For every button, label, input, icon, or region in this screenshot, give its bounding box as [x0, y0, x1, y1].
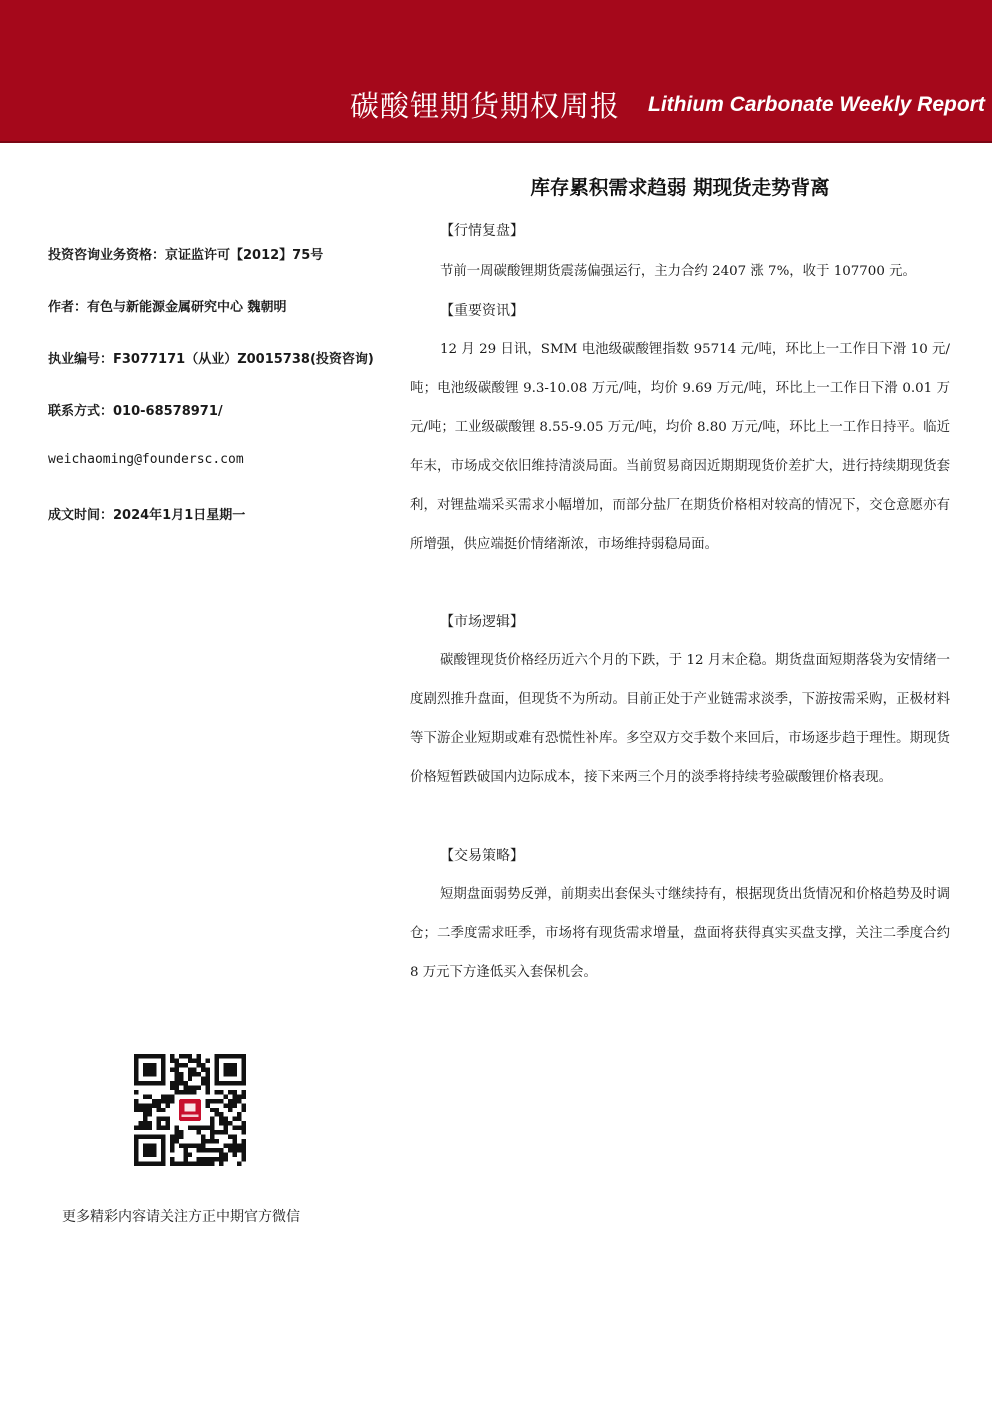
- section-heading-market-logic: 【市场逻辑】: [440, 614, 524, 630]
- qr-caption: 更多精彩内容请关注方正中期官方微信: [62, 1209, 300, 1225]
- report-header-banner: [0, 0, 992, 143]
- section-body-market-review: 节前一周碳酸锂期货震荡偏强运行，主力合约 2407 涨 7%，收于 107700 元。: [440, 264, 916, 279]
- founder-logo-icon: [177, 1097, 204, 1124]
- author-text: 作者：有色与新能源金属研究中心 魏朝明: [48, 300, 287, 315]
- email-link[interactable]: weichaoming@foundersc.com: [48, 452, 244, 467]
- header-title-en: Lithium Carbonate Weekly Report: [648, 93, 985, 116]
- date-text: 成文时间：2024年1月1日星期一: [48, 508, 246, 523]
- section-body-key-news: 12 月 29 日讯，SMM 电池级碳酸锂指数 95714 元/吨，环比上一工作日下滑 10 元/吨；电池级碳酸锂 9.3-10.08 万元/吨，均价 9.69 万元/吨，环比上一工作日下滑 0.01 万元/吨；工业级碳酸锂 8.55-9.05 万元/吨，均价 8.80 万元/吨，环比上一工作日持平。临近年末，市场成交依旧维持清淡局面。当前贸易商因近期期现货价差扩大，进行持续期现货套利，对锂盐端采买需求小幅增加，而部分盐厂在期货价格相对较高的情况下，交仓意愿亦有所增强，供应端挺价情绪渐浓，市场维持弱稳局面。: [410, 342, 950, 552]
- section-heading-trading-strategy: 【交易策略】: [440, 848, 524, 864]
- section-heading-key-news: 【重要资讯】: [440, 303, 524, 319]
- contact-text: 联系方式：010-68578971/: [48, 404, 223, 419]
- header-title-cn: 碳酸锂期货期权周报: [350, 89, 621, 123]
- license-text: 执业编号：F3077171（从业）Z0015738(投资咨询): [48, 352, 374, 367]
- section-body-market-logic: 碳酸锂现货价格经历近六个月的下跌，于 12 月末企稳。期货盘面短期落袋为安情绪一度剧烈推升盘面，但现货不为所动。目前正处于产业链需求淡季，下游按需采购，正极材料等下游企业短期或难有恐慌性补库。多空双方交手数个来回后，市场逐步趋于理性。期现货价格短暂跌破国内边际成本，接下来两三个月的淡季将持续考验碳酸锂价格表现。: [410, 653, 950, 785]
- section-heading-market-review: 【行情复盘】: [440, 223, 524, 239]
- section-body-trading-strategy: 短期盘面弱势反弹，前期卖出套保头寸继续持有，根据现货出货情况和价格趋势及时调仓；二季度需求旺季，市场将有现货需求增量，盘面将获得真实买盘支撑，关注二季度合约 8 万元下方逢低买入套保机会。: [410, 887, 950, 980]
- report-title: 库存累积需求趋弱 期现货走势背离: [530, 176, 830, 199]
- qualification-text: 投资咨询业务资格：京证监许可【2012】75号: [48, 248, 324, 263]
- wechat-qr-code: [134, 1054, 246, 1166]
